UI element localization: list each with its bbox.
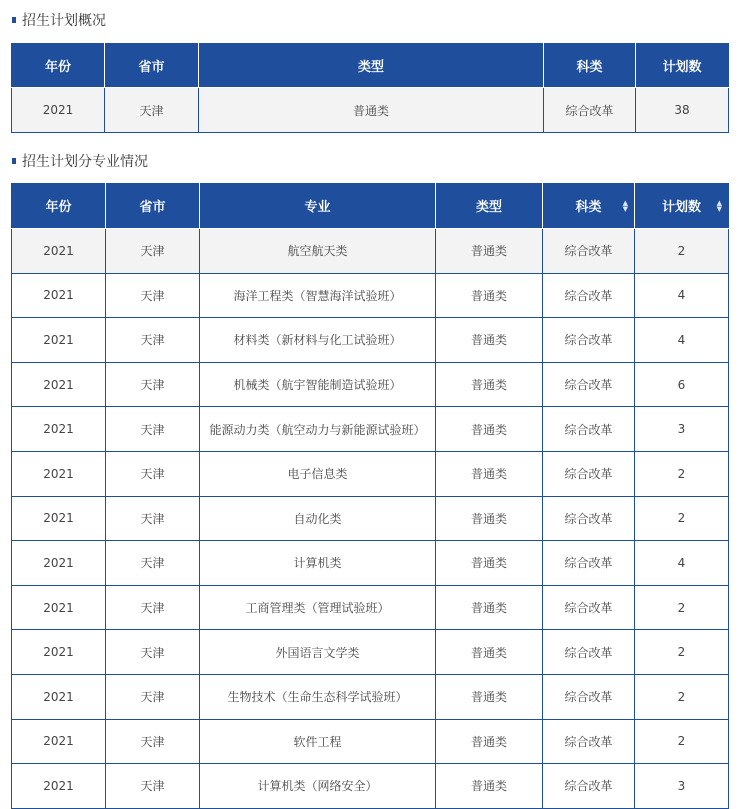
table-cell: 2021 (12, 273, 106, 318)
column-header (105, 43, 199, 88)
table-cell: 天津 (106, 674, 200, 719)
table-cell: 机械类（航宇智能制造试验班） (200, 362, 436, 407)
table-cell: 综合改革 (543, 229, 635, 274)
table-cell: 2021 (12, 88, 105, 133)
column-header-label: 计划数 (662, 59, 702, 75)
column-header-label: 年份 (44, 59, 71, 75)
table-cell: 天津 (106, 273, 200, 318)
table-cell: 普通类 (436, 451, 543, 496)
table-cell: 天津 (106, 630, 200, 675)
table-cell: 天津 (106, 229, 200, 274)
column-header (200, 183, 436, 229)
column-header-label: 省市 (138, 59, 165, 75)
bullet-square-icon (12, 158, 16, 164)
table-cell: 2021 (12, 630, 106, 675)
table-cell: 综合改革 (543, 451, 635, 496)
table-cell: 2021 (12, 229, 106, 274)
table-cell: 计算机类（网络安全） (200, 764, 436, 809)
overview-table (11, 43, 729, 133)
table-cell: 天津 (106, 496, 200, 541)
table-cell: 4 (635, 541, 729, 586)
table-cell: 综合改革 (543, 630, 635, 675)
table-cell: 软件工程 (200, 719, 436, 764)
table-cell: 3 (635, 764, 729, 809)
table-row (12, 229, 729, 274)
table-cell: 天津 (106, 764, 200, 809)
column-header-label: 类型 (475, 200, 502, 215)
sort-icon[interactable]: ▲ ▼ (716, 198, 722, 213)
table-cell: 天津 (106, 362, 200, 407)
table-cell: 2021 (12, 451, 106, 496)
table-cell: 2021 (12, 674, 106, 719)
table-row (12, 451, 729, 496)
table-row (12, 407, 729, 452)
table-row (12, 273, 729, 318)
table-cell: 2021 (12, 585, 106, 630)
table-row (12, 496, 729, 541)
column-header (12, 183, 106, 229)
table-row (12, 764, 729, 809)
table-cell: 综合改革 (543, 362, 635, 407)
table-cell: 综合改革 (544, 88, 636, 133)
column-header (436, 183, 543, 229)
table-cell: 2 (635, 585, 729, 630)
table-cell: 综合改革 (543, 496, 635, 541)
overview-title: 招生计划概况 (12, 10, 106, 30)
table-cell: 普通类 (436, 496, 543, 541)
table-cell: 综合改革 (543, 719, 635, 764)
table-cell: 生物技术（生命生态科学试验班） (200, 674, 436, 719)
table-cell: 综合改革 (543, 764, 635, 809)
table-cell: 能源动力类（航空动力与新能源试验班） (200, 407, 436, 452)
table-cell: 普通类 (436, 764, 543, 809)
table-cell: 天津 (106, 451, 200, 496)
table-cell: 工商管理类（管理试验班） (200, 585, 436, 630)
table-cell: 2021 (12, 496, 106, 541)
table-cell: 2 (635, 674, 729, 719)
table-cell: 2 (635, 719, 729, 764)
table-cell: 2 (635, 496, 729, 541)
table-cell: 外国语言文学类 (200, 630, 436, 675)
table-cell: 普通类 (436, 541, 543, 586)
table-row (12, 674, 729, 719)
column-header (12, 43, 105, 88)
by-major-table (11, 183, 729, 809)
table-cell: 2 (635, 630, 729, 675)
table-cell: 普通类 (436, 630, 543, 675)
table-row (12, 362, 729, 407)
table-cell: 计算机类 (200, 541, 436, 586)
column-header[interactable] (543, 183, 635, 229)
column-header-label: 科类 (575, 200, 602, 215)
table-cell: 综合改革 (543, 273, 635, 318)
table-cell: 材料类（新材料与化工试验班） (200, 318, 436, 363)
table-cell: 2 (635, 229, 729, 274)
table-row (12, 719, 729, 764)
table-cell: 天津 (106, 585, 200, 630)
table-cell: 普通类 (436, 318, 543, 363)
table-row (12, 541, 729, 586)
column-header (199, 43, 544, 88)
column-header-label: 计划数 (661, 200, 701, 215)
table-row (12, 585, 729, 630)
table-cell: 普通类 (436, 585, 543, 630)
bullet-square-icon (12, 17, 16, 23)
column-header-label: 省市 (139, 200, 166, 215)
sort-icon[interactable]: ▲ ▼ (622, 198, 628, 213)
table-cell: 2021 (12, 407, 106, 452)
table-cell: 海洋工程类（智慧海洋试验班） (200, 273, 436, 318)
table-cell: 天津 (106, 407, 200, 452)
table-cell: 综合改革 (543, 407, 635, 452)
table-cell: 天津 (105, 88, 199, 133)
table-cell: 电子信息类 (200, 451, 436, 496)
column-header-label: 专业 (304, 200, 331, 215)
table-row (12, 630, 729, 675)
table-cell: 航空航天类 (200, 229, 436, 274)
table-cell: 2021 (12, 362, 106, 407)
column-header (636, 43, 729, 88)
table-cell: 2021 (12, 764, 106, 809)
by-major-title: 招生计划分专业情况 (12, 151, 148, 171)
table-cell: 天津 (106, 541, 200, 586)
table-cell: 自动化类 (200, 496, 436, 541)
column-header-label: 年份 (45, 200, 72, 215)
table-cell: 综合改革 (543, 541, 635, 586)
table-cell: 2021 (12, 719, 106, 764)
column-header[interactable] (635, 183, 729, 229)
table-cell: 普通类 (436, 719, 543, 764)
table-cell: 38 (636, 88, 729, 133)
table-cell: 普通类 (436, 362, 543, 407)
table-cell: 普通类 (436, 229, 543, 274)
table-cell: 天津 (106, 719, 200, 764)
table-row (12, 318, 729, 363)
table-cell: 普通类 (436, 273, 543, 318)
table-cell: 6 (635, 362, 729, 407)
table-cell: 综合改革 (543, 318, 635, 363)
table-cell: 天津 (106, 318, 200, 363)
table-cell: 普通类 (436, 407, 543, 452)
table-cell: 4 (635, 318, 729, 363)
column-header (544, 43, 636, 88)
table-cell: 3 (635, 407, 729, 452)
table-cell: 普通类 (436, 674, 543, 719)
table-cell: 综合改革 (543, 585, 635, 630)
table-cell: 综合改革 (543, 674, 635, 719)
table-row (12, 88, 729, 133)
table-cell: 2021 (12, 541, 106, 586)
table-cell: 普通类 (199, 88, 544, 133)
table-cell: 2021 (12, 318, 106, 363)
column-header (106, 183, 200, 229)
column-header-label: 类型 (357, 59, 384, 75)
table-cell: 2 (635, 451, 729, 496)
column-header-label: 科类 (576, 59, 603, 75)
table-cell: 4 (635, 273, 729, 318)
